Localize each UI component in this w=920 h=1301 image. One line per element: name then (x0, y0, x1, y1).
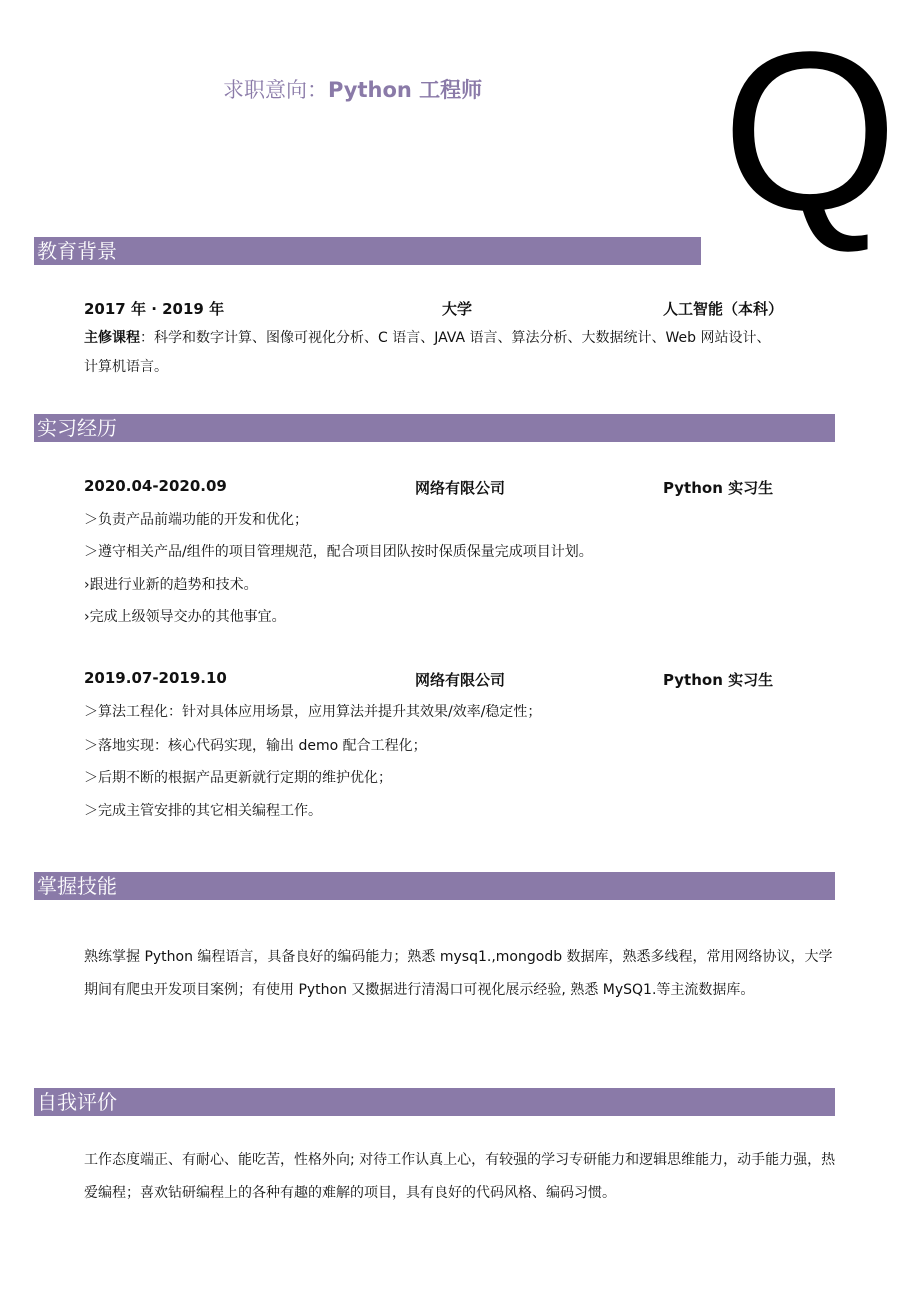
job-bullet: ＞算法工程化：针对具体应用场景，应用算法并提升其效果/效率/稳定性； (84, 704, 542, 720)
self-evaluation-text: 工作态度端正、有耐心、能吃苦，性格外向; 对待工作认真上心，有较强的学习专研能力和逻辑思维能力，动手能力强，热爱编程；喜欢钻研编程上的各种有趣的难解的项目，具有良好的代码风格、编码习惯。 (84, 1152, 836, 1201)
education-courses (84, 327, 770, 347)
job-intention-label: 求职意向： (223, 78, 328, 102)
section-header-self-evaluation: 自我评价 (34, 1088, 835, 1116)
education-school: 大学 (442, 300, 473, 318)
job-period: 2020.04-2020.09 (84, 477, 227, 495)
job-company: 网络有限公司 (415, 671, 506, 689)
courses-text-continued: 计算机语言。 (84, 359, 168, 375)
section-header-education: 教育背景 (34, 237, 701, 265)
job-intention-role: Python 工程师 (328, 78, 483, 102)
education-period: 2017 年 · 2019 年 (84, 300, 225, 318)
education-major: 人工智能（本科） (663, 300, 784, 318)
job-bullet: ＞负责产品前端功能的开发和优化； (84, 512, 308, 528)
job-bullet: ＞遵守相关产品/组件的项目管理规范，配合项目团队按时保质保量完成项目计划。 (84, 544, 593, 560)
decorative-letter-q: Q (722, 4, 898, 257)
skills-text: 熟练掌握 Python 编程语言，具备良好的编码能力；熟悉 mysq1.,mongodb 数据库，熟悉多线程，常用网络协议，大学期间有爬虫开发项目案例；有使用 Python 又擞据进行清渴口可视化展示经验, 熟悉 MySQ1.等主流数据库。 (84, 949, 833, 998)
courses-text: ：科学和数字计算、图像可视化分析、C 语言、JAVA 语言、算法分析、大数据统计、Web 网站设计、 (140, 330, 771, 346)
job-bullet: ＞落地实现：核心代码实现，输出 demo 配合工程化； (84, 738, 427, 754)
job-period: 2019.07-2019.10 (84, 669, 227, 687)
section-header-internship: 实习经历 (34, 414, 835, 442)
section-header-skills: 掌握技能 (34, 872, 835, 900)
courses-label: 主修课程 (84, 330, 140, 346)
job-company: 网络有限公司 (415, 479, 506, 497)
job-bullet: ›跟进行业新的趋势和技术。 (84, 577, 258, 593)
job-intention (223, 74, 482, 104)
job-position: Python 实习生 (663, 479, 774, 497)
job-bullet: ›完成上级领导交办的其他事宜。 (84, 609, 286, 625)
job-bullet: ＞完成主管安排的其它相关编程工作。 (84, 803, 322, 819)
job-bullet: ＞后期不断的根据产品更新就行定期的维护优化； (84, 770, 392, 786)
job-position: Python 实习生 (663, 671, 774, 689)
